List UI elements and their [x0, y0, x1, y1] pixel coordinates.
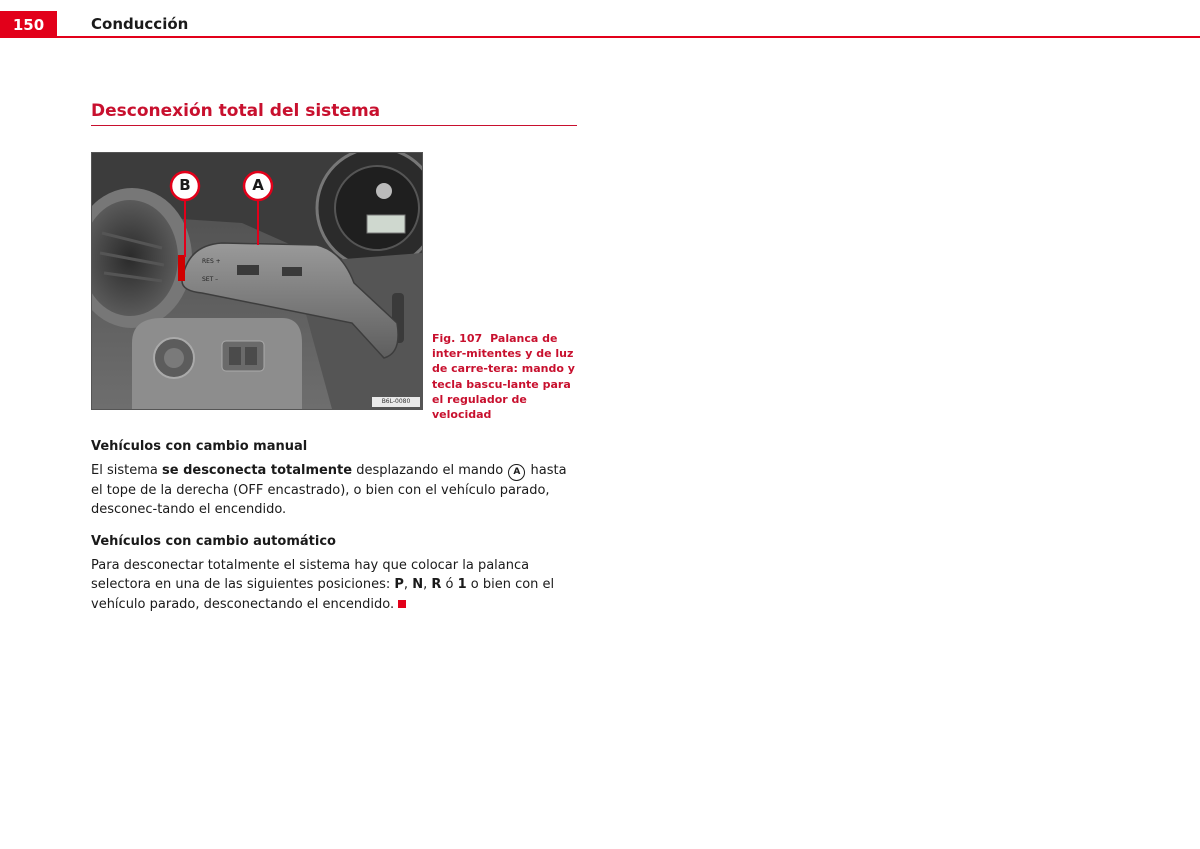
figure-ref-code: B6L-0080: [381, 398, 411, 405]
page-header: [0, 0, 1200, 38]
position-p: P: [394, 577, 404, 593]
svg-text:RES +: RES +: [202, 258, 221, 265]
text-run: Para desconectar totalmente el sistema hay que colocar la palanca selectora en una de las siguientes posiciones:: [91, 558, 530, 593]
callout-a-label: A: [252, 176, 264, 194]
paragraph-manual: [91, 461, 581, 520]
section-rule: [91, 125, 577, 126]
header-rule: [57, 36, 1200, 38]
text-run: El sistema: [91, 463, 162, 478]
text-run: ,: [423, 577, 432, 593]
position-1: 1: [457, 577, 467, 593]
figure-caption: [432, 331, 582, 422]
heading-manual: Vehículos con cambio manual: [91, 439, 308, 454]
page-number: 150: [0, 11, 57, 38]
heading-automatic: Vehículos con cambio automático: [91, 534, 336, 549]
caption-number: Fig. 107: [432, 332, 483, 345]
position-r: R: [431, 577, 442, 593]
bold-text: se desconecta totalmente: [161, 463, 353, 478]
caption-text: Palanca de inter-mitentes y de luz de carre-tera: mando y tecla bascu-lante para el regulador de velocidad: [432, 332, 575, 422]
callout-b-label: B: [179, 176, 191, 194]
text-run: ,: [403, 577, 413, 593]
text-run: hasta el tope de la derecha (OFF encastrado), o bien con el vehículo parado, desconec-tando el encendido.: [91, 463, 567, 518]
chapter-title: Conducción: [91, 15, 189, 33]
text-run: o bien con el vehículo parado, desconectando el encendido.: [91, 577, 555, 612]
position-n: N: [412, 577, 424, 593]
figure-steering-lever: [91, 152, 423, 410]
text-run: desplazando el mando: [352, 463, 508, 478]
paragraph-automatic: [91, 556, 581, 614]
control-a-symbol: A: [508, 464, 525, 481]
text-run: ó: [441, 577, 458, 593]
section-title: Desconexión total del sistema: [91, 101, 381, 121]
svg-text:SET –: SET –: [202, 276, 219, 283]
end-of-section-mark: [398, 600, 406, 608]
